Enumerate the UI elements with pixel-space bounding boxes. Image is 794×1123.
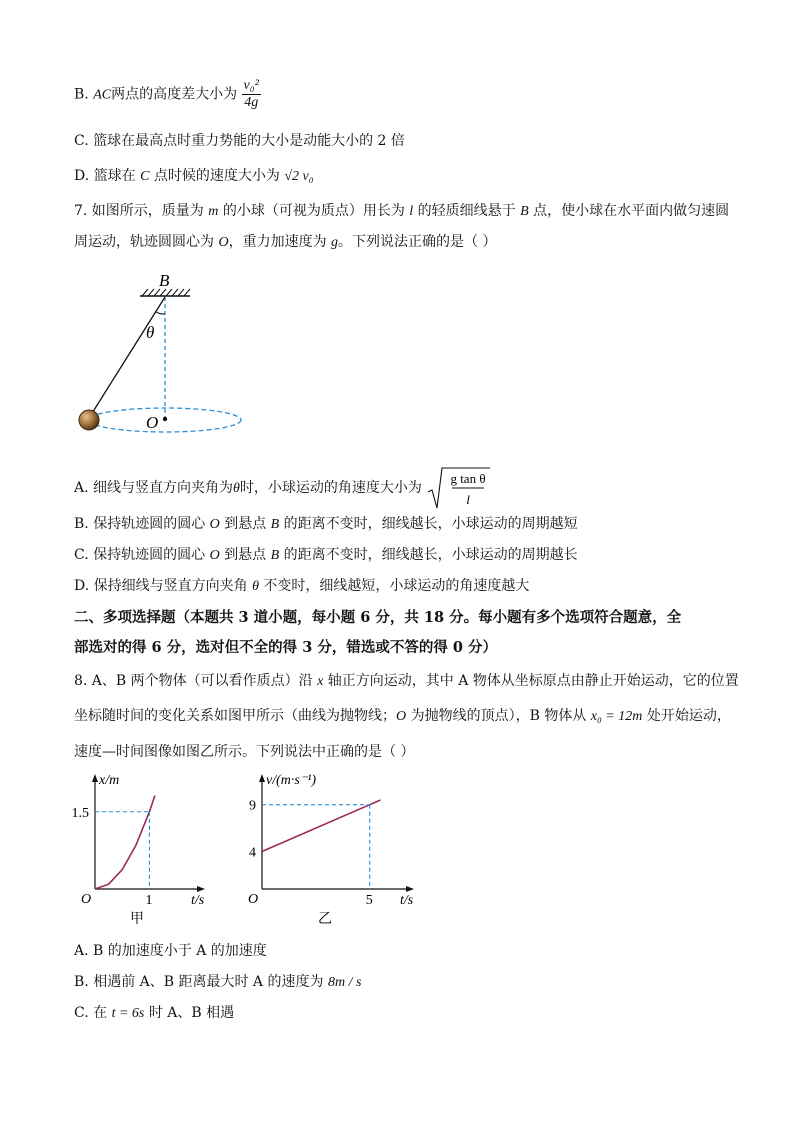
q8-line2 [74, 706, 731, 727]
x-axis-label: t/s [400, 893, 414, 908]
q7-d-b: 不变时，细线越短，小球运动的角速度越大 [258, 578, 530, 594]
q6-d-prefix: D. 篮球在 [74, 168, 141, 184]
q8-line3: 速度—时间图像如图乙所示。下列说法中正确的是（ ） [74, 744, 415, 760]
q8-c-t: t = 6s [111, 1006, 145, 1021]
label-O: O [146, 413, 159, 432]
q7-s2-c: 。下列说法正确的是（ ） [338, 234, 497, 250]
q8-c-a: C. 在 [74, 1005, 112, 1021]
q7-c-O: O [209, 548, 220, 563]
sqrt-den: l [466, 492, 471, 507]
q7-b-O: O [209, 517, 220, 532]
q7-s1-l: l [409, 204, 414, 219]
q8-option-a: A. B 的加速度小于 A 的加速度 [74, 943, 267, 959]
string-line [89, 297, 165, 418]
y-axis-arrow [259, 774, 265, 782]
q7-s2-g: g [331, 235, 339, 250]
q8-l1-x: x [317, 674, 324, 689]
q8-l1-a: 8. A、B 两个物体（可以看作质点）沿 [74, 673, 318, 689]
q8-line1 [74, 671, 739, 692]
q7-option-a [74, 466, 492, 510]
x-axis-label: t/s [191, 893, 205, 908]
q7-b-B: B [270, 517, 280, 532]
q7-s1-B: B [520, 204, 529, 219]
q8-l2-O: O [396, 709, 407, 724]
q6-d-value: √2 v₀ [284, 169, 314, 184]
q6-b-frac-den: 4g [244, 95, 259, 110]
ball [79, 410, 99, 430]
q7-option-b [74, 514, 578, 535]
q7-a-theta: θ [233, 481, 240, 496]
section2-line2: 部选对的得 6 分，选对但不全的得 3 分，错选或不答的得 0 分） [74, 639, 498, 656]
q8-b-a: B. 相遇前 A、B 距离最大时 A 的速度为 [74, 974, 328, 990]
q6-b-var: AC [93, 87, 112, 103]
x-axis-arrow [197, 886, 205, 892]
chart-jia [60, 768, 220, 928]
center-point [163, 417, 167, 421]
chart-caption: 甲 [130, 912, 144, 927]
q6-b-fraction [242, 78, 261, 111]
sqrt-num: g tan θ [450, 471, 486, 486]
y-axis-label: v/(m·s⁻¹) [266, 773, 317, 788]
q6-b-frac-num: v₀² [243, 78, 259, 93]
origin-label: O [248, 892, 259, 907]
q7-c-b: 到悬点 [219, 547, 271, 563]
y-tick-label: 9 [249, 798, 256, 814]
origin-label: O [81, 892, 92, 907]
q7-b-b: 到悬点 [219, 516, 271, 532]
angle-arc [156, 312, 165, 314]
q7-b-c: 的距离不变时，细线越长，小球运动的周期越短 [279, 516, 578, 532]
q7-d-theta: θ [252, 579, 259, 594]
label-B: B [159, 271, 170, 290]
y-tick-label: 4 [249, 845, 256, 861]
q8-b-v: 8m / s [327, 975, 362, 990]
section2-line1: 二、多项选择题（本题共 3 道小题，每小题 6 分，共 18 分。每小题有多个选项符合题意，全 [74, 609, 682, 626]
x-tick-label: 5 [365, 893, 373, 908]
y-axis-arrow [92, 774, 98, 782]
sqrt-expression [426, 466, 492, 510]
q8-option-b [74, 972, 361, 993]
q6-d-var: C [140, 169, 150, 184]
series-line [262, 800, 381, 852]
q7-s1-a: 7. 如图所示，质量为 [74, 203, 209, 219]
q7-stem-line1 [74, 201, 729, 222]
q7-stem-line2 [74, 232, 496, 253]
q7-c-B: B [270, 548, 280, 563]
q6-option-b [74, 78, 261, 111]
q8-l2-b: 为抛物线的顶点），B 物体从 [406, 708, 591, 724]
x-tick-label: 1 [145, 893, 153, 908]
chart-caption: 乙 [318, 912, 332, 927]
q7-s2-O: O [218, 235, 229, 250]
q7-a-a: A. 细线与竖直方向夹角为 [74, 480, 234, 496]
q7-b-a: B. 保持轨迹圆的圆心 [74, 516, 210, 532]
chart-yi [230, 768, 450, 928]
q8-l2-a: 坐标随时间的变化关系如图甲所示（曲线为抛物线； [74, 708, 396, 724]
q7-c-c: 的距离不变时，细线越长，小球运动的周期越长 [279, 547, 578, 563]
conical-pendulum-figure [70, 262, 260, 442]
x-axis-arrow [406, 886, 414, 892]
q6-b-prefix: B. [74, 86, 94, 103]
y-axis-label: x/m [99, 773, 120, 788]
q7-s2-b: ，重力加速度为 [228, 234, 332, 250]
sqrt-sign [426, 466, 492, 510]
q8-option-c [74, 1003, 234, 1024]
q7-c-a: C. 保持轨迹圆的圆心 [74, 547, 210, 563]
q6-option-d [74, 166, 314, 187]
q7-s1-d: 点，使小球在水平面内做匀速圆 [528, 203, 730, 219]
label-theta: θ [146, 323, 155, 342]
series-line [95, 796, 155, 890]
y-tick-label: 1.5 [71, 805, 89, 821]
q8-l2-x0: x₀ = 12m [590, 709, 643, 724]
q7-s2-a: 周运动，轨迹圆圆心为 [74, 234, 219, 250]
q6-d-text: 点时候的速度大小为 [149, 168, 285, 184]
q7-option-c [74, 545, 578, 566]
q8-l1-b: 轴正方向运动，其中 A 物体从坐标原点由静止开始运动，它的位置 [323, 673, 739, 689]
q8-l2-c: 处开始运动， [642, 708, 731, 724]
q7-s1-c: 的轻质细线悬于 [413, 203, 521, 219]
q7-a-b: 时，小球运动的角速度大小为 [239, 480, 422, 496]
q8-c-b: 时 A、B 相遇 [144, 1005, 235, 1021]
q7-option-d [74, 576, 529, 597]
q7-s1-m: m [208, 204, 219, 219]
ceiling-hatch [142, 289, 190, 296]
q6-option-c: C. 篮球在最高点时重力势能的大小是动能大小的 2 倍 [74, 133, 405, 149]
q6-b-text: 两点的高度差大小为 [111, 86, 238, 103]
q7-s1-b: 的小球（可视为质点）用长为 [218, 203, 410, 219]
q7-d-a: D. 保持细线与竖直方向夹角 [74, 578, 253, 594]
